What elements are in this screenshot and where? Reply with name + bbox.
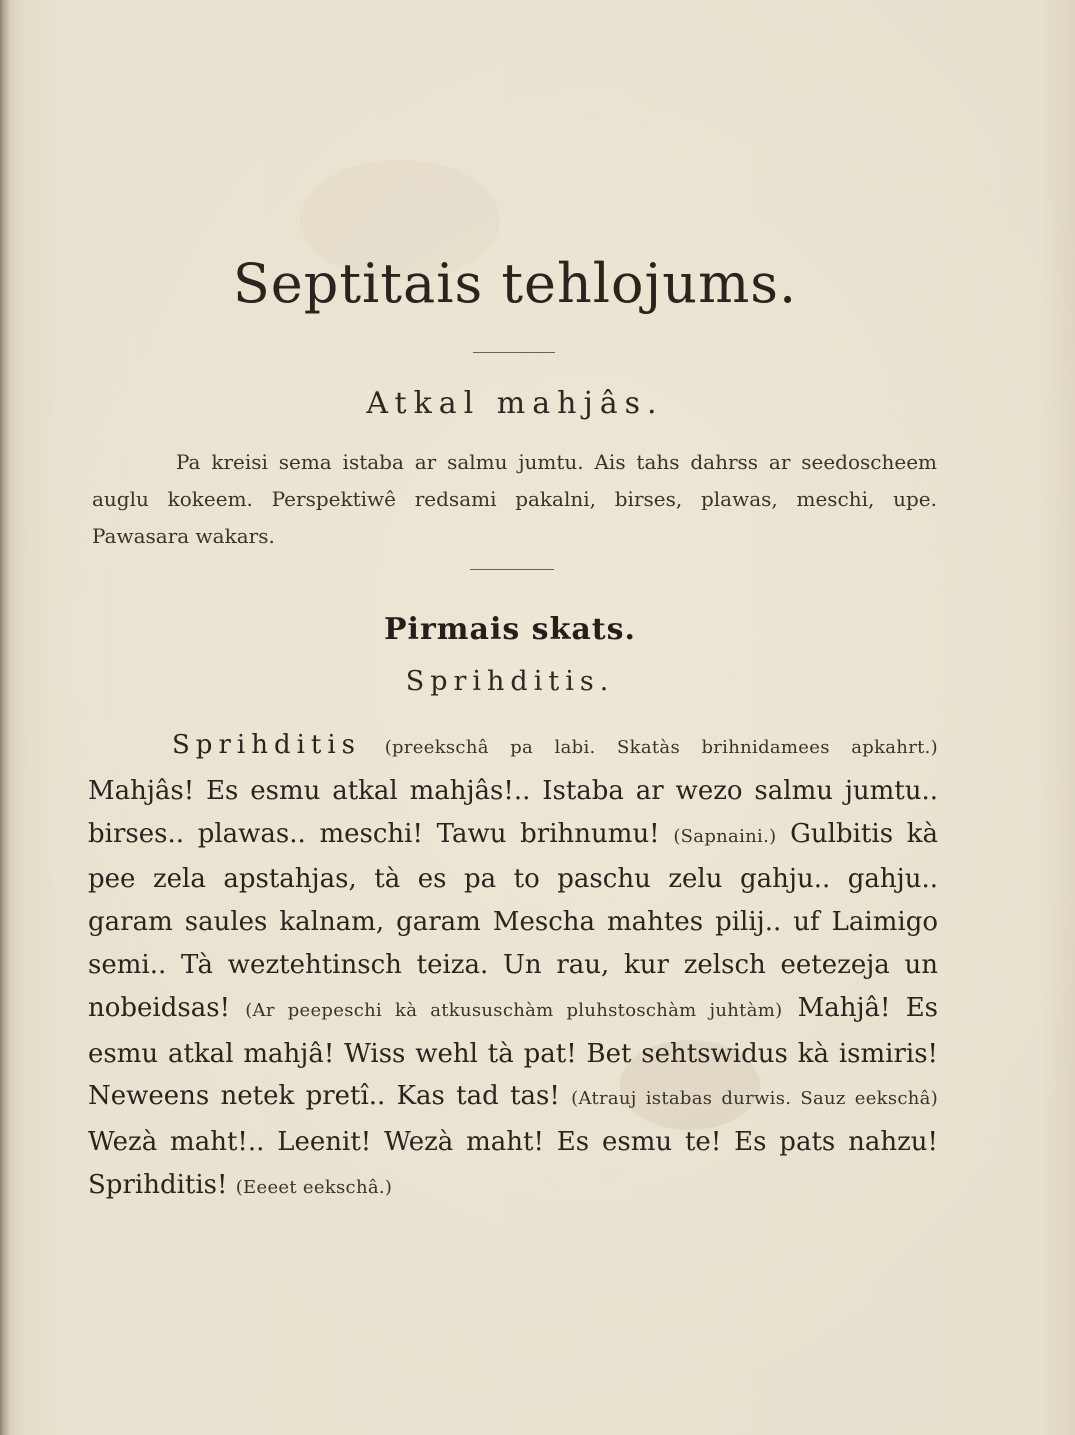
character-list: Sprihditis. [405, 666, 615, 697]
dialogue-text: Mahjâ! Es esmu atkal mahjâ! Wiss wehl tà pat! Bet sehtswidus kà ismiris! Neweens netek pretî.. Kas tad tas! [88, 992, 939, 1112]
stage-direction [92, 444, 937, 555]
stage-note: (Ar peepeschi kà atkususchàm pluhstoschàm juhtàm) [245, 999, 783, 1021]
page-title: Septitais tehlojums. [232, 252, 798, 315]
stage-direction-text: Pa kreisi sema istaba ar salmu jumtu. Ais tahs dahrss ar seedoscheem auglu kokeem. Perspektiwê redsami pakalni, birses, plawas, meschi, upe. Pawasara wakars. [92, 450, 937, 548]
dialogue-text: Wezà maht!.. Leenit! Wezà maht! Es esmu te! Es pats nahzu! Sprihditis! [88, 1127, 938, 1200]
dialogue-text: Gulbitis kà pee zela apstahjas, tà es pa to paschu zelu gahju.. gahju.. garam saules kalnam, garam Mescha mahtes pilij.. uf Laimigo semi.. Tà weztehtinsch teiza. Un rau, kur zelsch eetezeja un nobeidsas! [88, 818, 938, 1023]
stage-note: (Atrauj istabas durwis. Sauz eekschâ) [571, 1088, 939, 1110]
stage-note: (preekschâ pa labi. Skatàs brihnidamees apkahrt.) [384, 737, 938, 758]
stage-note: (Sapnaini.) [673, 825, 777, 847]
title-divider [473, 352, 555, 353]
speaker-name: Sprihditis [172, 730, 362, 760]
stage-note: (Eeeet eekschâ.) [235, 1176, 393, 1198]
page-binding-edge [0, 0, 10, 1435]
scene-title: Pirmais skats. [384, 612, 636, 647]
act-subtitle: Atkal mahjâs. [366, 386, 664, 421]
dialogue-paragraph [88, 724, 938, 1210]
section-divider [470, 569, 554, 570]
dialogue-text: Mahjâs! Es esmu atkal mahjâs!.. Istaba ar wezo salmu jumtu.. birses.. plawas.. meschi! Tawu brihnumu! [88, 775, 938, 849]
